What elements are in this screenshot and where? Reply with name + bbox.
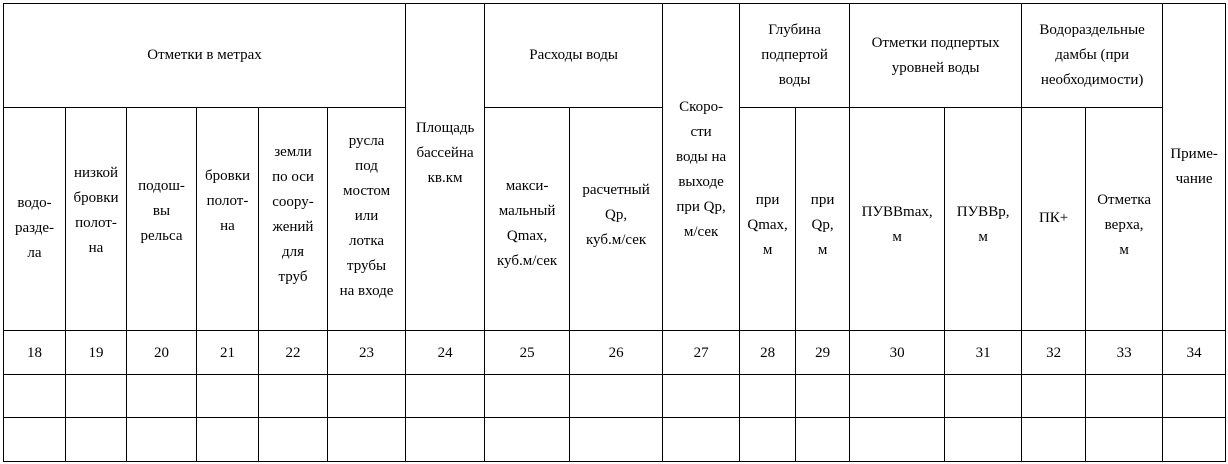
table-cell: [740, 418, 796, 462]
col-puvv-max: ПУВВmax, м: [850, 108, 945, 331]
column-number: 26: [570, 331, 663, 375]
table-cell: [663, 418, 740, 462]
column-number: 20: [127, 331, 197, 375]
table-cell: [796, 418, 850, 462]
col-ground-axis: земли по оси соору- жений для труб: [259, 108, 328, 331]
table-cell: [663, 375, 740, 418]
table-cell: [259, 375, 328, 418]
header-backwater-levels: Отметки подпертых уровней воды: [850, 4, 1022, 108]
table-cell: [570, 375, 663, 418]
header-row-columns: [4, 108, 1226, 331]
table-cell: [945, 375, 1022, 418]
header-basin-area: Площадь бассейна кв.км: [406, 4, 485, 331]
col-low-edge: низкой бровки полот- на: [66, 108, 127, 331]
table-cell: [406, 375, 485, 418]
col-rail-base: подош- вы рельса: [127, 108, 197, 331]
column-number: 32: [1022, 331, 1086, 375]
table-cell: [1163, 375, 1226, 418]
table-cell: [4, 375, 66, 418]
header-row-groups: [4, 4, 1226, 108]
column-number: 34: [1163, 331, 1226, 375]
table-cell: [850, 375, 945, 418]
column-number: 24: [406, 331, 485, 375]
empty-data-row: [4, 375, 1226, 418]
table-cell: [197, 418, 259, 462]
table-cell: [1086, 418, 1163, 462]
table-cell: [740, 375, 796, 418]
table-cell: [485, 375, 570, 418]
header-dams: Водораздельные дамбы (при необходимости): [1022, 4, 1163, 108]
column-number: 23: [328, 331, 406, 375]
col-depth-qp: при Qp, м: [796, 108, 850, 331]
table-cell: [1086, 375, 1163, 418]
table-cell: [406, 418, 485, 462]
table-cell: [1022, 375, 1086, 418]
table-cell: [127, 418, 197, 462]
header-note: Приме- чание: [1163, 4, 1226, 331]
table-cell: [328, 375, 406, 418]
header-velocity: Скоро- сти воды на выходе при Qp, м/сек: [663, 4, 740, 331]
table-cell: [570, 418, 663, 462]
col-q-max: макси- мальный Qmax, куб.м/сек: [485, 108, 570, 331]
table-cell: [66, 375, 127, 418]
empty-data-row: [4, 418, 1226, 462]
column-number: 22: [259, 331, 328, 375]
hydraulic-data-table-sheet: [3, 3, 1225, 461]
table-cell: [945, 418, 1022, 462]
column-number: 29: [796, 331, 850, 375]
table-cell: [197, 375, 259, 418]
table-cell: [66, 418, 127, 462]
table-cell: [259, 418, 328, 462]
header-backwater-depth: Глубина подпертой воды: [740, 4, 850, 108]
column-number: 19: [66, 331, 127, 375]
col-dam-top: Отметка верха, м: [1086, 108, 1163, 331]
column-number: 33: [1086, 331, 1163, 375]
column-number: 30: [850, 331, 945, 375]
hydraulic-data-table: [3, 3, 1226, 462]
table-cell: [796, 375, 850, 418]
table-cell: [485, 418, 570, 462]
col-watershed: водо- разде- ла: [4, 108, 66, 331]
column-number: 27: [663, 331, 740, 375]
col-channel-bed: русла под мостом или лотка трубы на входе: [328, 108, 406, 331]
table-cell: [1022, 418, 1086, 462]
col-bed-edge: бровки полот- на: [197, 108, 259, 331]
col-puvv-p: ПУВВр, м: [945, 108, 1022, 331]
header-elevations: Отметки в метрах: [4, 4, 406, 108]
column-number-row: [4, 331, 1226, 375]
table-cell: [127, 375, 197, 418]
header-discharges: Расходы воды: [485, 4, 663, 108]
table-cell: [4, 418, 66, 462]
column-number: 28: [740, 331, 796, 375]
table-cell: [1163, 418, 1226, 462]
table-cell: [850, 418, 945, 462]
column-number: 18: [4, 331, 66, 375]
col-depth-qmax: при Qmax, м: [740, 108, 796, 331]
column-number: 25: [485, 331, 570, 375]
col-q-design: расчетный Qp, куб.м/сек: [570, 108, 663, 331]
column-number: 21: [197, 331, 259, 375]
column-number: 31: [945, 331, 1022, 375]
table-cell: [328, 418, 406, 462]
col-pk: ПК+: [1022, 108, 1086, 331]
